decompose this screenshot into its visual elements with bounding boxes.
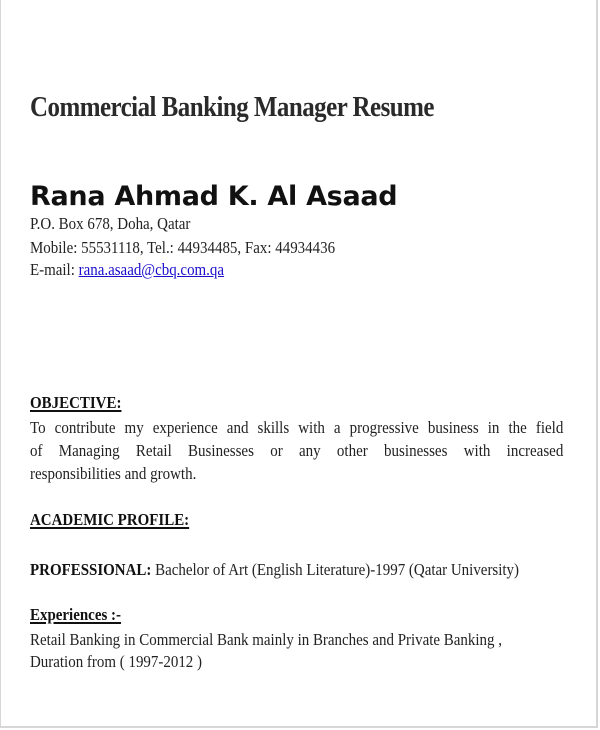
experience-duration: Duration from ( 1997-2012 ) bbox=[30, 652, 203, 671]
experience-description: Retail Banking in Commercial Bank mainly in Branches and Private Banking , bbox=[30, 630, 502, 649]
experiences-heading: Experiences :- bbox=[30, 605, 121, 624]
objective-line: of Managing Retail Businesses or any other businesses with increased bbox=[30, 441, 564, 460]
contact-email-row bbox=[30, 260, 224, 280]
academic-profile-heading: ACADEMIC PROFILE: bbox=[30, 510, 190, 529]
objective-line: responsibilities and growth. bbox=[30, 464, 197, 483]
contact-address: P.O. Box 678, Doha, Qatar bbox=[30, 214, 191, 233]
candidate-name: Rana Ahmad K. Al Asaad bbox=[30, 181, 398, 212]
professional-education bbox=[30, 560, 519, 580]
objective-heading: OBJECTIVE: bbox=[30, 393, 122, 412]
professional-label: PROFESSIONAL: bbox=[30, 560, 152, 579]
objective-line: To contribute my experience and skills with a progressive business in the field bbox=[30, 418, 564, 437]
professional-degree: Bachelor of Art (English Literature)-1997 (Qatar University) bbox=[151, 560, 520, 579]
objective-text bbox=[30, 416, 563, 485]
email-label: E-mail: bbox=[30, 260, 79, 279]
document-title: Commercial Banking Manager Resume bbox=[30, 91, 434, 123]
contact-phones: Mobile: 55531118, Tel.: 44934485, Fax: 44934436 bbox=[30, 238, 336, 257]
email-link[interactable]: rana.asaad@cbq.com.qa bbox=[78, 260, 225, 279]
